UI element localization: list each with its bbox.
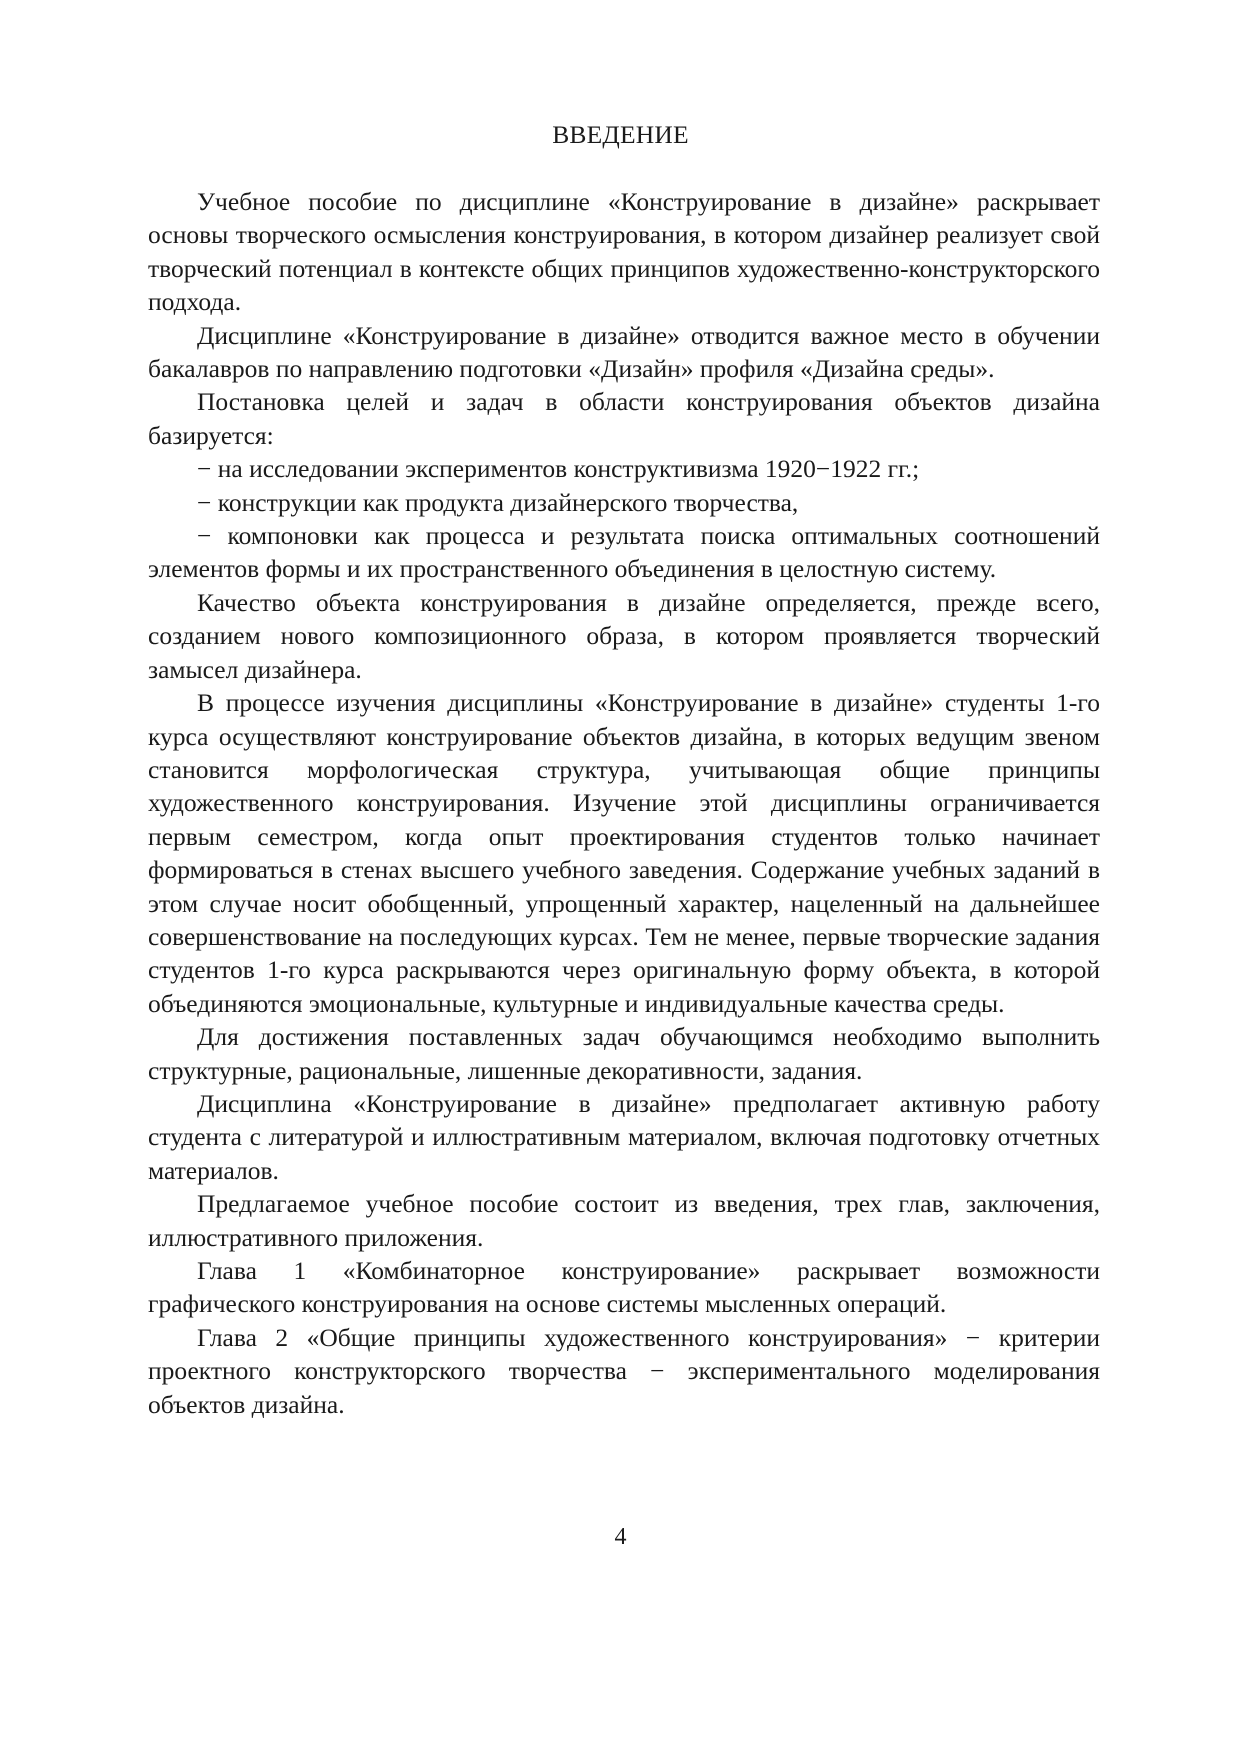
- paragraph-tasks: Для достижения поставленных задач обучающимся необходимо выполнить структурные, рациональные, лишенные декоративности, задания.: [148, 1022, 1100, 1085]
- paragraph-goals: Постановка целей и задач в области конструирования объектов дизайна базируется:: [148, 387, 1100, 450]
- list-item: − компоновки как процесса и результата поиска оптимальных соотношений элементов формы и их пространственного объединения в целостную систему.: [148, 521, 1100, 584]
- page-title: ВВЕДЕНИЕ: [552, 120, 689, 149]
- paragraph-chapter-2: Глава 2 «Общие принципы художественного конструирования» − критерии проектного конструкторского творчества − экспериментального моделирования объектов дизайна.: [148, 1322, 1100, 1419]
- list-item: − на исследовании экспериментов конструктивизма 1920−1922 гг.;: [197, 454, 920, 484]
- list-item: − конструкции как продукта дизайнерского творчества,: [197, 487, 799, 517]
- paragraph-study-process: В процессе изучения дисциплины «Конструирование в дизайне» студенты 1-го курса осуществляют конструирование объектов дизайна, в которых ведущим звеном становится морфологическая структура, учитывающая общие принципы художественного конструирования. Изучение этой дисциплины ограничивается первым семестром, когда опыт проектирования студентов только начинает формироваться в стенах высшего учебного заведения. Содержание учебных заданий в этом случае носит обобщенный, упрощенный характер, нацеленный на дальнейшее совершенствование на последующих курсах. Тем не менее, первые творческие задания студентов 1-го курса раскрываются через оригинальную форму объекта, в которой объединяются эмоциональные, культурные и индивидуальные качества среды.: [148, 688, 1100, 1018]
- body-text: [148, 185, 1100, 1421]
- paragraph-structure: Предлагаемое учебное пособие состоит из введения, трех глав, заключения, иллюстративного приложения.: [148, 1189, 1100, 1252]
- paragraph-quality: Качество объекта конструирования в дизайне определяется, прежде всего, созданием нового композиционного образа, в котором проявляется творческий замысел дизайнера.: [148, 587, 1100, 684]
- paragraph-chapter-1: Глава 1 «Комбинаторное конструирование» раскрывает возможности графического конструирования на основе системы мысленных операций.: [148, 1256, 1100, 1319]
- paragraph-discipline-place: Дисциплине «Конструирование в дизайне» отводится важное место в обучении бакалавров по направлению подготовки «Дизайн» профиля «Дизайна среды».: [148, 320, 1100, 384]
- paragraph-intro: Учебное пособие по дисциплине «Конструирование в дизайне» раскрывает основы творческого осмысления конструирования, в котором дизайнер реализует свой творческий потенциал в контексте общих принципов художественно-конструкторского подхода.: [148, 187, 1100, 317]
- page-number: 4: [614, 1524, 627, 1550]
- paragraph-student-work: Дисциплина «Конструирование в дизайне» предполагает активную работу студента с литературой и иллюстративным материалом, включая подготовку отчетных материалов.: [148, 1088, 1100, 1185]
